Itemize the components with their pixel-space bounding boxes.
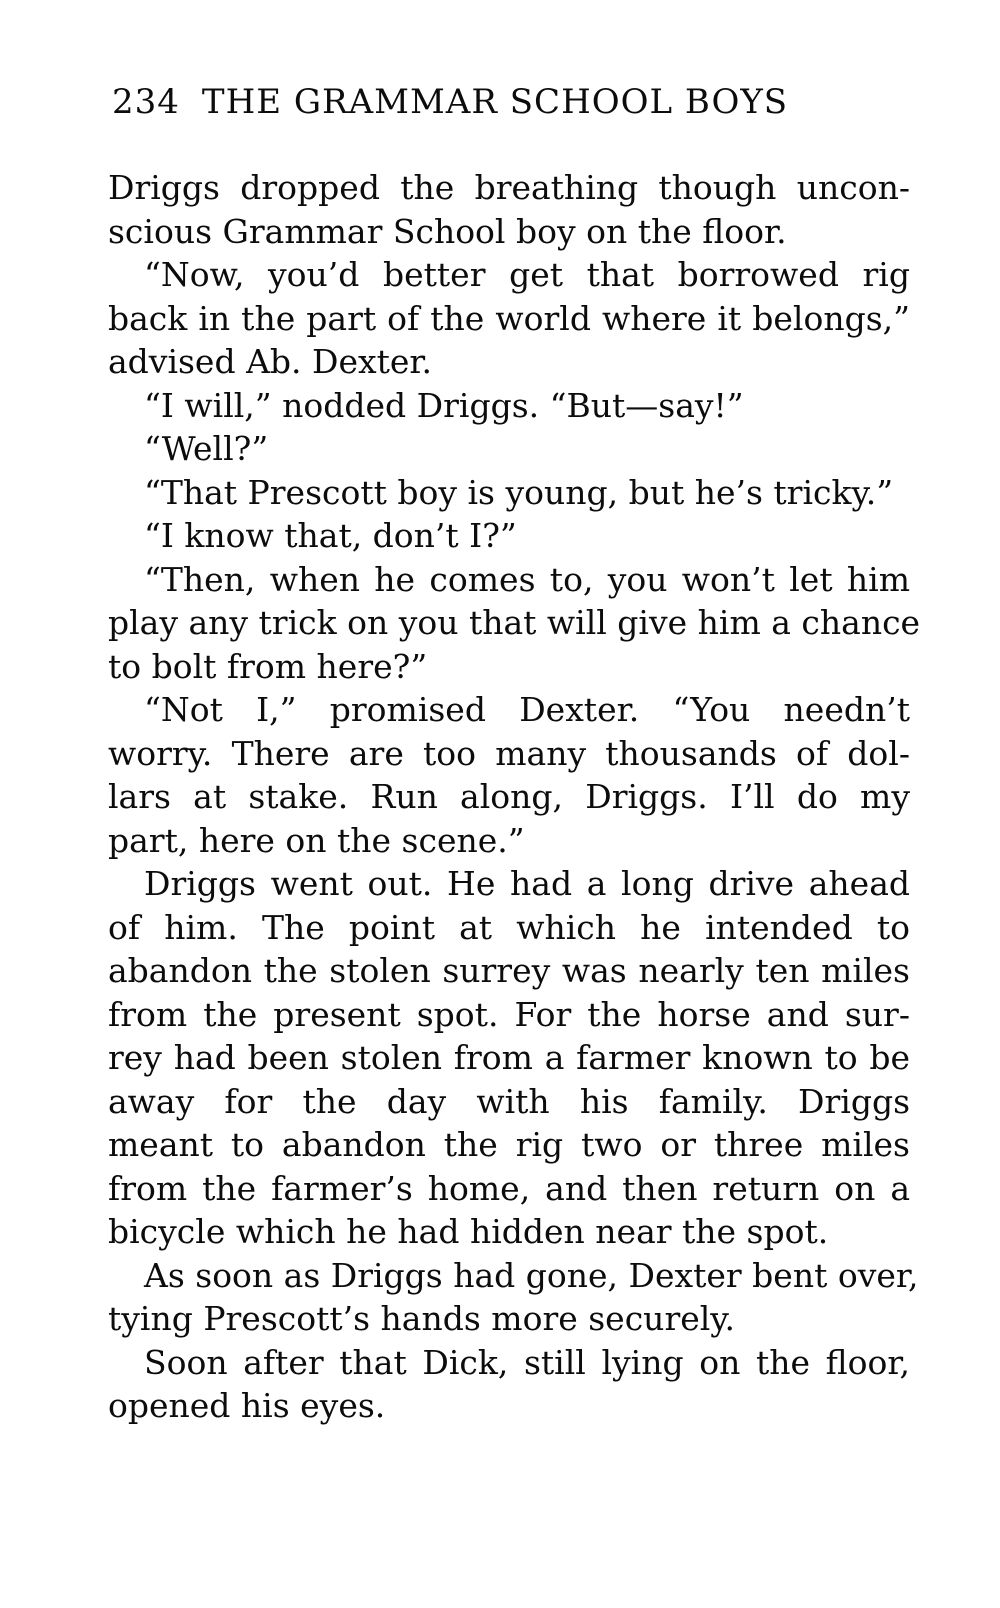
text-line: meant to abandon the rig two or three miles bbox=[108, 1125, 910, 1164]
text-line: Driggs dropped the breathing though uncon- bbox=[108, 168, 910, 207]
text-line: away for the day with his family. Driggs bbox=[108, 1081, 910, 1121]
text-line: “I know that, don’t I?” bbox=[144, 516, 517, 555]
text-line: Soon after that Dick, still lying on the floor, bbox=[144, 1342, 910, 1382]
text-line: “Then, when he comes to, you won’t let him bbox=[144, 559, 910, 599]
text-line: from the present spot. For the horse and sur- bbox=[108, 994, 910, 1034]
text-line: “Well?” bbox=[144, 429, 269, 468]
text-line: opened his eyes. bbox=[108, 1386, 386, 1425]
text-line: Driggs went out. He had a long drive ahead bbox=[144, 864, 910, 903]
text-line: “That Prescott boy is young, but he’s tricky.” bbox=[144, 472, 894, 512]
text-line: lars at stake. Run along, Driggs. I’ll do my bbox=[108, 777, 910, 816]
text-line: As soon as Driggs had gone, Dexter bent over, bbox=[144, 1255, 919, 1295]
running-title: THE GRAMMAR SCHOOL BOYS bbox=[201, 82, 789, 122]
text-line: to bolt from here?” bbox=[108, 646, 428, 686]
text-line: rey had been stolen from a farmer known to be bbox=[108, 1038, 910, 1077]
text-line: bicycle which he had hidden near the spot. bbox=[108, 1212, 829, 1251]
text-line: tying Prescott’s hands more securely. bbox=[108, 1299, 736, 1338]
text-line: abandon the stolen surrey was nearly ten miles bbox=[108, 951, 910, 990]
text-line: play any trick on you that will give him a chance bbox=[108, 603, 921, 642]
page-number: 234 bbox=[112, 82, 180, 122]
text-line: back in the part of the world where it belongs,” bbox=[108, 298, 910, 338]
text-line: “I will,” nodded Driggs. “But—say!” bbox=[144, 385, 744, 425]
body-text bbox=[108, 166, 921, 1428]
running-head bbox=[112, 80, 872, 124]
text-line: worry. There are too many thousands of dol- bbox=[108, 733, 910, 773]
text-line: “Now, you’d better get that borrowed rig bbox=[144, 255, 910, 294]
text-line: scious Grammar School boy on the floor. bbox=[108, 211, 787, 251]
text-line: part, here on the scene.” bbox=[108, 820, 525, 860]
text-line: from the farmer’s home, and then return on a bbox=[108, 1168, 910, 1208]
text-line: of him. The point at which he intended to bbox=[108, 907, 910, 947]
text-line: “Not I,” promised Dexter. “You needn’t bbox=[144, 690, 910, 729]
text-line: advised Ab. Dexter. bbox=[108, 342, 433, 381]
